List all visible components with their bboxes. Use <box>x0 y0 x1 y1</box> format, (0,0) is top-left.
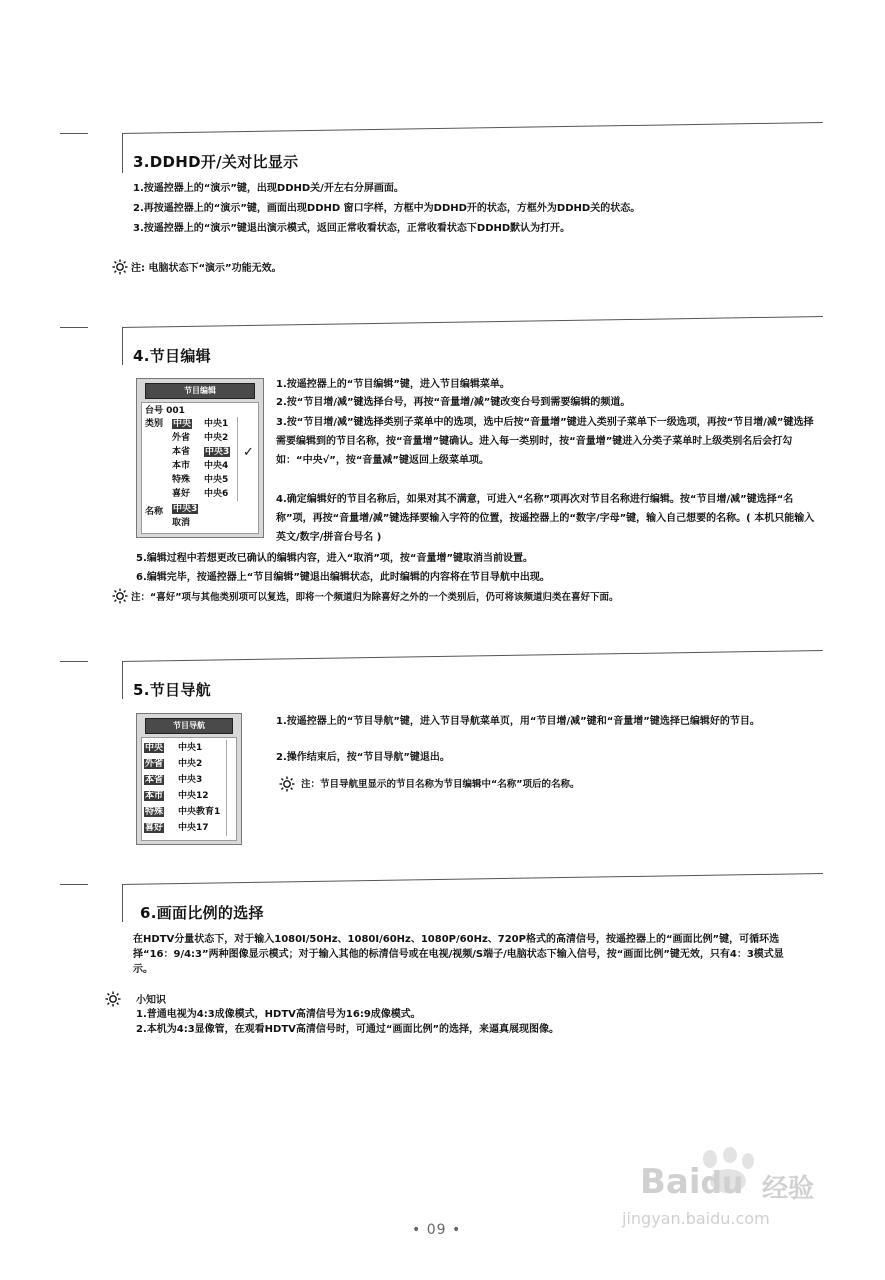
category-item[interactable]: 中央 <box>145 743 164 753</box>
channel-item[interactable]: 中央2 <box>178 759 203 769</box>
section-rule <box>60 661 88 662</box>
name-label: 名称 <box>145 507 164 517</box>
note-text: 注：节目导航里显示的节目名称为节目编辑中“名称”项后的名称。 <box>301 779 580 790</box>
channel-item[interactable]: 中央6 <box>204 489 229 499</box>
lightbulb-icon <box>112 588 128 604</box>
paragraph: 2.按“节目增/减”键选择台号，再按“音量增/减”键改变台号到需要编辑的频道。 <box>276 397 631 408</box>
watermark-brand-cn: 经验 <box>762 1174 815 1204</box>
note-text: 注: 电脑状态下“演示”功能无效。 <box>131 263 282 274</box>
program-guide-menu <box>136 713 242 845</box>
section-rule-vertical <box>122 133 123 173</box>
category-item[interactable]: 本省 <box>145 775 164 785</box>
category-item[interactable]: 本市 <box>145 791 164 801</box>
page-number: • 09 • <box>412 1222 462 1238</box>
tip-line: 1.普通电视为4:3成像模式，HDTV高清信号为16:9成像模式。 <box>136 1009 421 1020</box>
paragraph: 3.按“节目增/减”键选择类别子菜单中的选项，选中后按“音量增”键进入类别子菜单下一级选项，再按“节目增/减”键选择需要编辑到的节目名称，按“音量增”键确认。进入每一类别时，按“音量增”键进入分类子菜单时上级类别名后会打勾如：“中央√”，按“音量减”键返回上级菜单项。 <box>276 417 814 466</box>
scrollbar[interactable] <box>226 740 235 836</box>
category-item[interactable]: 特殊 <box>172 475 191 485</box>
category-item[interactable]: 本省 <box>172 447 191 457</box>
watermark-brand: Baidu <box>640 1162 744 1202</box>
program-edit-menu <box>136 378 264 538</box>
paragraph: 2.操作结束后，按“节目导航”键退出。 <box>276 752 450 763</box>
channel-item[interactable]: 中央教育1 <box>178 807 221 817</box>
lightbulb-icon <box>279 776 295 792</box>
paragraph: 在HDTV分量状态下，对于输入1080I/50Hz、1080I/60Hz、1080P/60Hz、720P格式的高清信号，按遥控器上的“画面比例”键，可循环选择“16：9/4:3”两种图像显示模式；对于输入其他的标清信号或在电视/视频/S端子/电脑状态下输入信号，按“画面比例”键无效，只有4：3模式显示。 <box>133 934 784 975</box>
channel-item[interactable]: 中央1 <box>178 743 203 753</box>
tip-line: 2.本机为4:3显像管，在观看HDTV高清信号时，可通过“画面比例”的选择，来逼真展现图像。 <box>136 1024 560 1035</box>
menu-title: 节目编辑 <box>145 383 255 399</box>
lightbulb-icon <box>105 991 121 1007</box>
channel-item[interactable]: 中央3 <box>178 775 203 785</box>
paragraph: 5.编辑过程中若想更改已确认的编辑内容，进入“取消”项，按“音量增”键取消当前设置。 <box>136 553 534 564</box>
paragraph: 4.确定编辑好的节目名称后，如果对其不满意，可进入“名称”项再次对节目名称进行编辑。按“节目增/减”键选择“名称”项，再按“音量增/减”键选择要输入字符的位置，按遥控器上的“数字/字母”键，输入自己想要的名称。( 本机只能输入英文/数字/拼音台号名 ) <box>276 494 815 543</box>
category-item[interactable]: 外省 <box>172 433 191 443</box>
section-title: 5.节目导航 <box>133 681 211 699</box>
cancel-item[interactable]: 取消 <box>172 518 191 528</box>
channel-item[interactable]: 中央3 <box>205 447 230 457</box>
menu-body <box>141 737 237 841</box>
category-item[interactable]: 喜好 <box>145 823 164 833</box>
section-rule-diagonal <box>122 873 823 885</box>
section-title: 6.画面比例的选择 <box>140 904 264 922</box>
section-rule-vertical <box>122 884 123 922</box>
channel-item[interactable]: 中央12 <box>178 791 209 801</box>
tip-title: 小知识 <box>136 995 166 1006</box>
section-rule <box>60 327 88 328</box>
section-rule-diagonal <box>122 122 823 134</box>
section-title: 4.节目编辑 <box>133 347 211 365</box>
channel-item[interactable]: 中央2 <box>204 433 229 443</box>
number-value: 001 <box>166 406 185 416</box>
scrollbar[interactable] <box>237 417 246 501</box>
paragraph: 2.再按遥控器上的“演示”键，画面出现DDHD 窗口字样，方框中为DDHD开的状态，方框外为DDHD关的状态。 <box>133 203 641 214</box>
category-item[interactable]: 本市 <box>172 461 191 471</box>
category-item[interactable]: 外省 <box>145 759 164 769</box>
name-value[interactable]: 中央3 <box>173 504 198 514</box>
paragraph: 1.按遥控器上的“节目编辑”键，进入节目编辑菜单。 <box>276 379 510 390</box>
section-rule-diagonal <box>122 650 823 662</box>
paragraph: 6.编辑完毕，按遥控器上“节目编辑”键退出编辑状态，此时编辑的内容将在节目导航中出现。 <box>136 572 550 583</box>
section-rule <box>60 884 88 885</box>
section-title: 3.DDHD开/关对比显示 <box>133 153 299 171</box>
paragraph: 1.按遥控器上的“演示”键，出现DDHD关/开左右分屏画面。 <box>133 183 404 194</box>
category-item[interactable]: 喜好 <box>172 489 191 499</box>
lightbulb-icon <box>112 259 128 275</box>
channel-item[interactable]: 中央17 <box>178 823 209 833</box>
number-label: 台号 <box>145 406 164 416</box>
category-item[interactable]: 特殊 <box>145 807 164 817</box>
menu-body <box>141 402 259 534</box>
channel-item[interactable]: 中央4 <box>204 461 229 471</box>
menu-title: 节目导航 <box>145 718 233 734</box>
note-text: 注：“喜好”项与其他类别项可以复选，即将一个频道归为除喜好之外的一个类别后，仍可将该频道归类在喜好下面。 <box>131 592 619 603</box>
section-rule <box>60 133 88 134</box>
check-icon: ✓ <box>243 445 254 460</box>
section-rule-vertical <box>122 661 123 699</box>
watermark-url: jingyan.baidu.com <box>622 1209 770 1228</box>
paragraph: 3.按遥控器上的“演示”键退出演示模式，返回正常收看状态，正常收看状态下DDHD默认为打开。 <box>133 223 571 234</box>
category-label: 类别 <box>145 419 164 429</box>
channel-item[interactable]: 中央5 <box>204 475 229 485</box>
channel-item[interactable]: 中央1 <box>204 419 229 429</box>
paragraph: 1.按遥控器上的“节目导航”键，进入节目导航菜单页，用“节目增/减”键和“音量增”键选择已编辑好的节目。 <box>276 716 760 727</box>
category-item[interactable]: 中央 <box>173 419 192 429</box>
section-rule-vertical <box>122 327 123 365</box>
section-rule-diagonal <box>122 316 823 328</box>
